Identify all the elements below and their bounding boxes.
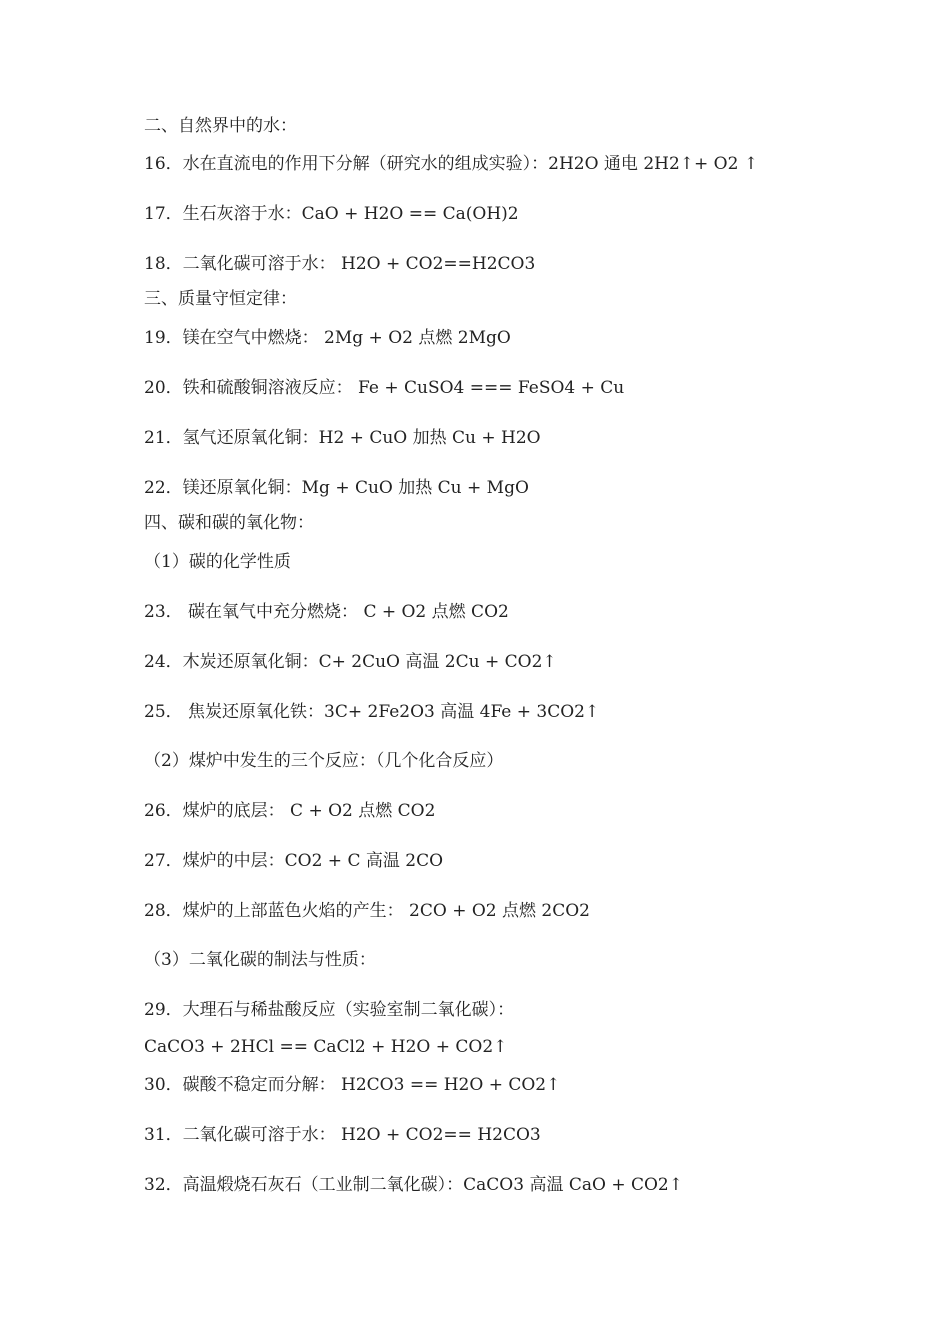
- section-heading-conservation-of-mass: 三、质量守恒定律：: [144, 289, 297, 309]
- section-heading-carbon-oxides: 四、碳和碳的氧化物：: [144, 513, 314, 533]
- equation-line-27: 27．煤炉的中层：CO2 + C 高温 2CO: [144, 851, 444, 871]
- equation-line-32: 32．高温煅烧石灰石（工业制二氧化碳）：CaCO3 高温 CaO + CO2↑: [144, 1175, 683, 1195]
- equation-line-26: 26．煤炉的底层： C + O2 点燃 CO2: [144, 801, 436, 821]
- equation-line-25: 25． 焦炭还原氧化铁：3C+ 2Fe2O3 高温 4Fe + 3CO2↑: [144, 702, 600, 722]
- equation-line-29: 29．大理石与稀盐酸反应（实验室制二氧化碳）：: [144, 1000, 515, 1020]
- equation-line-30: 30．碳酸不稳定而分解： H2CO3 == H2O + CO2↑: [144, 1075, 561, 1095]
- equation-line-20: 20．铁和硫酸铜溶液反应： Fe + CuSO4 === FeSO4 + Cu: [144, 378, 625, 398]
- subsection-heading-coal-stove: （2）煤炉中发生的三个反应：（几个化合反应）: [144, 751, 504, 771]
- section-heading-natural-water: 二、自然界中的水：: [144, 116, 297, 136]
- equation-line-19: 19．镁在空气中燃烧： 2Mg + O2 点燃 2MgO: [144, 328, 511, 348]
- subsection-heading-carbon-properties: （1）碳的化学性质: [144, 552, 291, 572]
- equation-line-28: 28．煤炉的上部蓝色火焰的产生： 2CO + O2 点燃 2CO2: [144, 901, 590, 921]
- equation-line-18: 18．二氧化碳可溶于水： H2O + CO2==H2CO3: [144, 254, 536, 274]
- equation-line-16: 16．水在直流电的作用下分解（研究水的组成实验）：2H2O 通电 2H2↑+ O2 ↑: [144, 154, 759, 174]
- equation-line-23: 23． 碳在氧气中充分燃烧： C + O2 点燃 CO2: [144, 602, 509, 622]
- subsection-heading-co2-preparation: （3）二氧化碳的制法与性质：: [144, 950, 376, 970]
- equation-line-22: 22．镁还原氧化铜：Mg + CuO 加热 Cu + MgO: [144, 478, 529, 498]
- equation-line-21: 21．氢气还原氧化铜：H2 + CuO 加热 Cu + H2O: [144, 428, 541, 448]
- equation-line-17: 17．生石灰溶于水：CaO + H2O == Ca(OH)2: [144, 204, 519, 224]
- equation-line-29-formula: CaCO3 + 2HCl == CaCl2 + H2O + CO2↑: [144, 1037, 508, 1057]
- equation-line-31: 31．二氧化碳可溶于水： H2O + CO2== H2CO3: [144, 1125, 541, 1145]
- equation-line-24: 24．木炭还原氧化铜：C+ 2CuO 高温 2Cu + CO2↑: [144, 652, 557, 672]
